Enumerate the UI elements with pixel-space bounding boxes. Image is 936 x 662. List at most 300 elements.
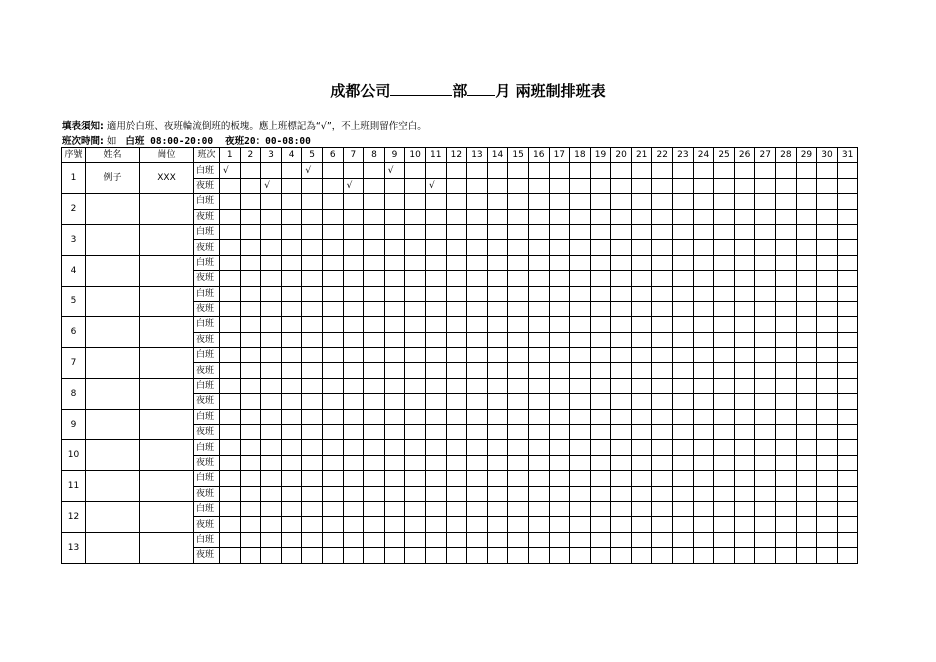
schedule-cell[interactable] — [549, 394, 570, 409]
schedule-cell[interactable] — [631, 240, 652, 255]
schedule-cell[interactable] — [281, 425, 302, 440]
schedule-cell[interactable] — [549, 486, 570, 501]
schedule-cell[interactable] — [261, 394, 282, 409]
schedule-cell[interactable] — [446, 286, 467, 301]
schedule-cell[interactable] — [487, 517, 508, 532]
schedule-cell[interactable] — [302, 501, 323, 516]
schedule-cell[interactable] — [322, 486, 343, 501]
schedule-cell[interactable] — [281, 394, 302, 409]
schedule-cell[interactable] — [220, 209, 241, 224]
schedule-cell[interactable] — [384, 271, 405, 286]
schedule-cell[interactable] — [528, 271, 549, 286]
schedule-cell[interactable] — [570, 163, 591, 178]
schedule-cell[interactable] — [611, 286, 632, 301]
schedule-cell[interactable] — [817, 532, 838, 547]
schedule-cell[interactable] — [837, 255, 858, 270]
schedule-cell[interactable] — [796, 532, 817, 547]
schedule-cell[interactable] — [755, 394, 776, 409]
schedule-cell[interactable] — [755, 363, 776, 378]
schedule-cell[interactable] — [693, 286, 714, 301]
schedule-cell[interactable] — [240, 394, 261, 409]
schedule-cell[interactable] — [549, 471, 570, 486]
schedule-cell[interactable] — [302, 286, 323, 301]
schedule-cell[interactable] — [755, 517, 776, 532]
schedule-cell[interactable] — [714, 255, 735, 270]
schedule-cell[interactable] — [755, 425, 776, 440]
schedule-cell[interactable] — [220, 409, 241, 424]
schedule-cell[interactable] — [673, 194, 694, 209]
schedule-cell[interactable] — [261, 194, 282, 209]
schedule-cell[interactable] — [631, 378, 652, 393]
schedule-cell[interactable] — [693, 332, 714, 347]
row-seq[interactable]: 13 — [62, 532, 86, 563]
schedule-cell[interactable] — [425, 548, 446, 563]
schedule-cell[interactable] — [425, 286, 446, 301]
schedule-cell[interactable] — [281, 286, 302, 301]
schedule-cell[interactable] — [487, 363, 508, 378]
schedule-cell[interactable] — [384, 286, 405, 301]
schedule-cell[interactable] — [549, 378, 570, 393]
schedule-cell[interactable] — [302, 178, 323, 193]
row-seq[interactable]: 2 — [62, 194, 86, 225]
schedule-cell[interactable] — [405, 455, 426, 470]
row-name[interactable] — [86, 378, 140, 409]
schedule-cell[interactable] — [652, 501, 673, 516]
schedule-cell[interactable] — [837, 486, 858, 501]
schedule-cell[interactable] — [693, 255, 714, 270]
schedule-cell[interactable] — [693, 425, 714, 440]
schedule-cell[interactable] — [570, 378, 591, 393]
schedule-cell[interactable] — [528, 224, 549, 239]
schedule-cell[interactable] — [837, 301, 858, 316]
schedule-cell[interactable] — [652, 332, 673, 347]
schedule-cell[interactable] — [302, 409, 323, 424]
schedule-cell[interactable] — [220, 286, 241, 301]
schedule-cell[interactable] — [631, 501, 652, 516]
schedule-cell[interactable] — [343, 348, 364, 363]
schedule-cell[interactable] — [714, 194, 735, 209]
schedule-cell[interactable] — [796, 271, 817, 286]
schedule-cell[interactable] — [652, 394, 673, 409]
schedule-cell[interactable] — [549, 224, 570, 239]
schedule-cell[interactable] — [673, 501, 694, 516]
schedule-cell[interactable] — [590, 271, 611, 286]
schedule-cell[interactable] — [817, 394, 838, 409]
schedule-cell[interactable] — [405, 409, 426, 424]
schedule-cell[interactable] — [631, 517, 652, 532]
schedule-cell[interactable] — [261, 440, 282, 455]
schedule-cell[interactable] — [446, 194, 467, 209]
schedule-cell[interactable] — [343, 409, 364, 424]
schedule-cell[interactable] — [405, 255, 426, 270]
schedule-cell[interactable] — [631, 286, 652, 301]
schedule-cell[interactable] — [549, 332, 570, 347]
schedule-cell[interactable] — [220, 332, 241, 347]
schedule-cell[interactable] — [364, 317, 385, 332]
schedule-cell[interactable] — [755, 317, 776, 332]
schedule-cell[interactable] — [508, 255, 529, 270]
row-seq[interactable]: 8 — [62, 378, 86, 409]
schedule-cell[interactable] — [240, 440, 261, 455]
schedule-cell[interactable] — [322, 440, 343, 455]
schedule-cell[interactable] — [796, 224, 817, 239]
schedule-cell[interactable] — [302, 548, 323, 563]
schedule-cell[interactable] — [240, 240, 261, 255]
schedule-cell[interactable] — [343, 548, 364, 563]
schedule-cell[interactable] — [281, 471, 302, 486]
schedule-cell[interactable] — [693, 363, 714, 378]
schedule-cell[interactable] — [776, 425, 797, 440]
schedule-cell[interactable] — [673, 209, 694, 224]
schedule-cell[interactable] — [693, 224, 714, 239]
schedule-cell[interactable] — [467, 255, 488, 270]
schedule-cell[interactable] — [631, 332, 652, 347]
schedule-cell[interactable] — [508, 363, 529, 378]
schedule-cell[interactable] — [796, 394, 817, 409]
schedule-cell[interactable] — [631, 255, 652, 270]
schedule-cell[interactable] — [714, 409, 735, 424]
schedule-cell[interactable] — [611, 394, 632, 409]
schedule-cell[interactable] — [734, 517, 755, 532]
schedule-cell[interactable] — [322, 409, 343, 424]
schedule-cell[interactable] — [590, 240, 611, 255]
schedule-cell[interactable] — [714, 332, 735, 347]
schedule-cell[interactable] — [755, 471, 776, 486]
schedule-cell[interactable] — [508, 163, 529, 178]
schedule-cell[interactable] — [714, 486, 735, 501]
schedule-cell[interactable] — [487, 409, 508, 424]
row-seq[interactable]: 10 — [62, 440, 86, 471]
schedule-cell[interactable] — [837, 548, 858, 563]
schedule-cell[interactable] — [425, 271, 446, 286]
schedule-cell[interactable] — [796, 501, 817, 516]
schedule-cell[interactable] — [220, 378, 241, 393]
schedule-cell[interactable] — [343, 486, 364, 501]
schedule-cell[interactable] — [611, 163, 632, 178]
schedule-cell[interactable] — [611, 532, 632, 547]
schedule-cell[interactable] — [405, 224, 426, 239]
schedule-cell[interactable] — [425, 163, 446, 178]
schedule-cell[interactable] — [467, 363, 488, 378]
schedule-cell[interactable] — [755, 224, 776, 239]
schedule-cell[interactable] — [611, 348, 632, 363]
schedule-cell[interactable] — [693, 348, 714, 363]
schedule-cell[interactable] — [425, 532, 446, 547]
schedule-cell[interactable] — [755, 440, 776, 455]
schedule-cell[interactable] — [364, 409, 385, 424]
schedule-cell[interactable] — [755, 163, 776, 178]
schedule-cell[interactable] — [611, 425, 632, 440]
schedule-cell[interactable] — [528, 255, 549, 270]
schedule-cell[interactable] — [281, 378, 302, 393]
schedule-cell[interactable] — [508, 271, 529, 286]
schedule-cell[interactable] — [261, 501, 282, 516]
schedule-cell[interactable] — [549, 363, 570, 378]
schedule-cell[interactable] — [570, 224, 591, 239]
schedule-cell[interactable] — [425, 409, 446, 424]
schedule-cell[interactable] — [446, 425, 467, 440]
schedule-cell[interactable] — [673, 548, 694, 563]
schedule-cell[interactable] — [467, 332, 488, 347]
schedule-cell[interactable] — [817, 517, 838, 532]
schedule-cell[interactable] — [755, 178, 776, 193]
schedule-cell[interactable] — [240, 517, 261, 532]
schedule-cell[interactable] — [837, 332, 858, 347]
schedule-cell[interactable] — [652, 348, 673, 363]
schedule-cell[interactable] — [302, 486, 323, 501]
schedule-cell[interactable] — [261, 471, 282, 486]
schedule-cell[interactable] — [817, 317, 838, 332]
schedule-cell[interactable] — [776, 363, 797, 378]
schedule-cell[interactable] — [425, 486, 446, 501]
row-position[interactable]: XXX — [140, 163, 194, 194]
schedule-cell[interactable] — [467, 532, 488, 547]
schedule-cell[interactable] — [590, 532, 611, 547]
schedule-cell[interactable] — [837, 378, 858, 393]
schedule-cell[interactable] — [364, 271, 385, 286]
schedule-cell[interactable] — [714, 301, 735, 316]
schedule-cell[interactable] — [364, 194, 385, 209]
schedule-cell[interactable] — [528, 209, 549, 224]
schedule-cell[interactable] — [508, 486, 529, 501]
schedule-cell[interactable] — [343, 332, 364, 347]
schedule-cell[interactable] — [364, 532, 385, 547]
schedule-cell[interactable] — [425, 317, 446, 332]
schedule-cell[interactable] — [734, 194, 755, 209]
schedule-cell[interactable] — [755, 348, 776, 363]
schedule-cell[interactable] — [693, 317, 714, 332]
schedule-cell[interactable] — [405, 348, 426, 363]
schedule-cell[interactable] — [467, 501, 488, 516]
schedule-cell[interactable] — [776, 394, 797, 409]
schedule-cell[interactable] — [322, 517, 343, 532]
schedule-cell[interactable] — [776, 348, 797, 363]
schedule-cell[interactable] — [240, 224, 261, 239]
schedule-cell[interactable] — [549, 209, 570, 224]
schedule-cell[interactable] — [405, 163, 426, 178]
schedule-cell[interactable] — [281, 194, 302, 209]
schedule-cell[interactable] — [776, 301, 797, 316]
schedule-cell[interactable] — [261, 301, 282, 316]
schedule-cell[interactable] — [281, 271, 302, 286]
schedule-cell[interactable] — [776, 486, 797, 501]
schedule-cell[interactable] — [673, 240, 694, 255]
schedule-cell[interactable] — [425, 455, 446, 470]
schedule-cell[interactable] — [364, 455, 385, 470]
schedule-cell[interactable] — [837, 194, 858, 209]
schedule-cell[interactable] — [796, 486, 817, 501]
schedule-cell[interactable] — [281, 455, 302, 470]
schedule-cell[interactable] — [405, 209, 426, 224]
schedule-cell[interactable] — [322, 209, 343, 224]
schedule-cell[interactable] — [776, 517, 797, 532]
row-seq[interactable]: 6 — [62, 317, 86, 348]
schedule-cell[interactable] — [384, 348, 405, 363]
schedule-cell[interactable] — [405, 548, 426, 563]
schedule-cell[interactable] — [281, 301, 302, 316]
schedule-cell[interactable] — [837, 224, 858, 239]
schedule-cell[interactable] — [364, 224, 385, 239]
schedule-cell[interactable] — [652, 532, 673, 547]
schedule-cell[interactable] — [405, 486, 426, 501]
schedule-cell[interactable] — [322, 332, 343, 347]
schedule-cell[interactable] — [776, 455, 797, 470]
schedule-cell[interactable] — [487, 532, 508, 547]
schedule-cell[interactable] — [817, 178, 838, 193]
schedule-cell[interactable] — [322, 378, 343, 393]
row-position[interactable] — [140, 317, 194, 348]
row-position[interactable] — [140, 501, 194, 532]
schedule-cell[interactable] — [467, 517, 488, 532]
schedule-cell[interactable] — [611, 517, 632, 532]
schedule-cell[interactable] — [302, 471, 323, 486]
schedule-cell[interactable] — [302, 363, 323, 378]
schedule-cell[interactable] — [322, 178, 343, 193]
schedule-cell[interactable] — [673, 301, 694, 316]
schedule-cell[interactable] — [611, 301, 632, 316]
schedule-cell[interactable] — [405, 317, 426, 332]
schedule-cell[interactable] — [570, 394, 591, 409]
schedule-cell[interactable] — [364, 301, 385, 316]
schedule-cell[interactable] — [446, 532, 467, 547]
schedule-cell[interactable] — [734, 255, 755, 270]
schedule-cell[interactable] — [652, 455, 673, 470]
schedule-cell[interactable] — [528, 332, 549, 347]
schedule-cell[interactable] — [508, 548, 529, 563]
schedule-cell[interactable] — [817, 240, 838, 255]
row-name[interactable] — [86, 224, 140, 255]
schedule-cell[interactable] — [302, 332, 323, 347]
schedule-cell[interactable] — [570, 471, 591, 486]
schedule-cell[interactable] — [714, 425, 735, 440]
schedule-cell[interactable] — [508, 425, 529, 440]
row-position[interactable] — [140, 194, 194, 225]
schedule-cell[interactable] — [281, 332, 302, 347]
schedule-cell[interactable] — [467, 178, 488, 193]
schedule-cell[interactable] — [776, 255, 797, 270]
schedule-cell[interactable] — [281, 163, 302, 178]
schedule-cell[interactable] — [817, 455, 838, 470]
schedule-cell[interactable] — [714, 378, 735, 393]
schedule-cell[interactable] — [734, 209, 755, 224]
schedule-cell[interactable] — [220, 532, 241, 547]
schedule-cell[interactable] — [837, 394, 858, 409]
schedule-cell[interactable] — [652, 440, 673, 455]
schedule-cell[interactable] — [755, 301, 776, 316]
schedule-cell[interactable] — [714, 471, 735, 486]
schedule-cell[interactable] — [405, 440, 426, 455]
schedule-cell[interactable] — [673, 286, 694, 301]
schedule-cell[interactable] — [467, 317, 488, 332]
schedule-cell[interactable] — [714, 455, 735, 470]
schedule-cell[interactable] — [590, 209, 611, 224]
schedule-cell[interactable] — [734, 224, 755, 239]
schedule-cell[interactable] — [446, 209, 467, 224]
schedule-cell[interactable] — [425, 440, 446, 455]
row-name[interactable] — [86, 501, 140, 532]
schedule-cell[interactable] — [734, 440, 755, 455]
schedule-cell[interactable] — [384, 209, 405, 224]
schedule-cell[interactable] — [817, 501, 838, 516]
schedule-cell[interactable] — [611, 224, 632, 239]
schedule-cell[interactable] — [343, 378, 364, 393]
schedule-cell[interactable] — [837, 348, 858, 363]
schedule-cell[interactable] — [673, 517, 694, 532]
schedule-cell[interactable] — [302, 255, 323, 270]
schedule-cell[interactable] — [528, 363, 549, 378]
schedule-cell[interactable] — [755, 255, 776, 270]
schedule-cell[interactable] — [302, 440, 323, 455]
schedule-cell[interactable] — [261, 163, 282, 178]
schedule-cell[interactable] — [322, 455, 343, 470]
schedule-cell[interactable] — [281, 363, 302, 378]
schedule-cell[interactable] — [631, 348, 652, 363]
schedule-cell[interactable] — [322, 240, 343, 255]
schedule-cell[interactable] — [343, 471, 364, 486]
schedule-cell[interactable] — [693, 178, 714, 193]
schedule-cell[interactable] — [508, 517, 529, 532]
schedule-cell[interactable] — [446, 548, 467, 563]
schedule-cell[interactable] — [837, 209, 858, 224]
schedule-cell[interactable] — [240, 501, 261, 516]
schedule-cell[interactable] — [673, 271, 694, 286]
schedule-cell[interactable] — [261, 455, 282, 470]
schedule-cell[interactable] — [364, 425, 385, 440]
schedule-cell[interactable] — [734, 348, 755, 363]
schedule-cell[interactable] — [302, 455, 323, 470]
schedule-cell[interactable] — [487, 317, 508, 332]
schedule-cell[interactable] — [776, 286, 797, 301]
schedule-cell[interactable] — [817, 209, 838, 224]
schedule-cell[interactable] — [570, 240, 591, 255]
schedule-cell[interactable] — [281, 517, 302, 532]
schedule-cell[interactable] — [734, 394, 755, 409]
schedule-cell[interactable] — [302, 425, 323, 440]
schedule-cell[interactable] — [528, 194, 549, 209]
schedule-cell[interactable] — [631, 440, 652, 455]
schedule-cell[interactable] — [673, 363, 694, 378]
schedule-cell[interactable] — [817, 194, 838, 209]
schedule-cell[interactable] — [322, 501, 343, 516]
schedule-cell[interactable] — [549, 548, 570, 563]
schedule-cell[interactable] — [528, 348, 549, 363]
schedule-cell[interactable] — [693, 301, 714, 316]
schedule-cell[interactable] — [220, 178, 241, 193]
schedule-cell[interactable] — [631, 224, 652, 239]
schedule-cell[interactable] — [364, 440, 385, 455]
schedule-cell[interactable] — [343, 440, 364, 455]
schedule-cell[interactable] — [652, 409, 673, 424]
schedule-cell[interactable] — [322, 394, 343, 409]
schedule-cell[interactable] — [673, 255, 694, 270]
schedule-cell[interactable] — [240, 425, 261, 440]
schedule-cell[interactable] — [652, 209, 673, 224]
schedule-cell[interactable] — [652, 548, 673, 563]
schedule-cell[interactable] — [796, 178, 817, 193]
schedule-cell[interactable] — [673, 532, 694, 547]
schedule-cell[interactable] — [590, 548, 611, 563]
schedule-cell[interactable] — [776, 501, 797, 516]
schedule-cell[interactable] — [796, 194, 817, 209]
schedule-cell[interactable] — [796, 317, 817, 332]
schedule-cell[interactable] — [487, 271, 508, 286]
schedule-cell[interactable] — [549, 240, 570, 255]
schedule-cell[interactable] — [549, 317, 570, 332]
schedule-cell[interactable] — [261, 224, 282, 239]
schedule-cell[interactable] — [590, 255, 611, 270]
schedule-cell[interactable] — [611, 240, 632, 255]
schedule-cell[interactable] — [590, 363, 611, 378]
